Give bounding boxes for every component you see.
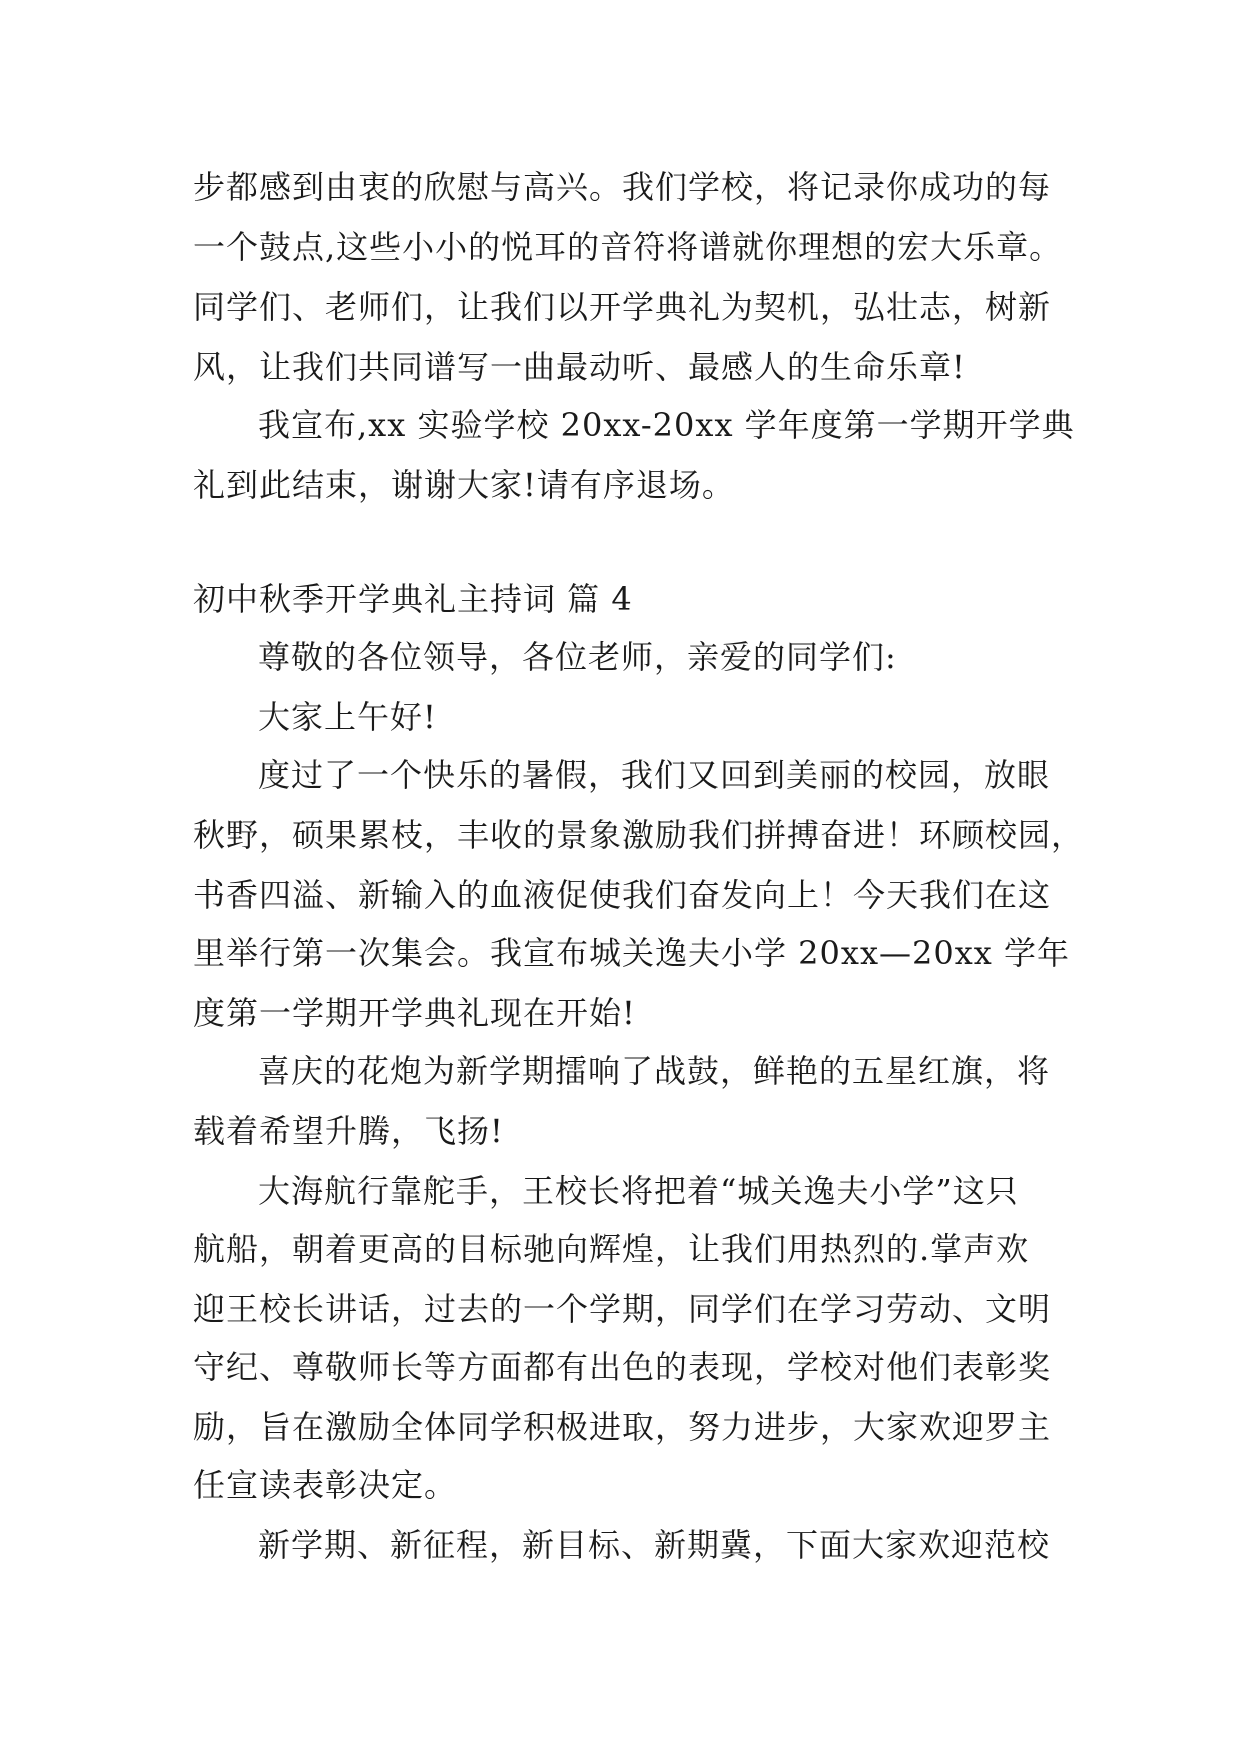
text-line: 载着希望升腾，飞扬! (193, 1112, 504, 1150)
text-line: 度第一学期开学典礼现在开始! (193, 994, 636, 1032)
text-line: 大家上午好! (258, 698, 437, 736)
text-line: 守纪、尊敬师长等方面都有出色的表现，学校对他们表彰奖 (193, 1348, 1052, 1386)
text-line: 新学期、新征程，新目标、新期冀，下面大家欢迎范校 (258, 1526, 1051, 1564)
text-line: 礼到此结束，谢谢大家!请有序退场。 (193, 466, 735, 504)
text-line: 迎王校长讲话，过去的一个学期，同学们在学习劳动、文明 (193, 1290, 1052, 1328)
text-line: 任宣读表彰决定。 (193, 1466, 458, 1504)
text-line: 我宣布,xx 实验学校 20xx-20xx 学年度第一学期开学典 (258, 406, 1075, 444)
text-line: 一个鼓点,这些小小的悦耳的音符将谱就你理想的宏大乐章。 (193, 228, 1063, 266)
text-line: 书香四溢、新输入的血液促使我们奋发向上！今天我们在这 (193, 876, 1052, 914)
text-line: 度过了一个快乐的暑假，我们又回到美丽的校园，放眼 (258, 756, 1051, 794)
text-line: 同学们、老师们，让我们以开学典礼为契机，弘壮志，树新 (193, 288, 1052, 326)
text-line: 喜庆的花炮为新学期擂响了战鼓，鲜艳的五星红旗，将 (258, 1052, 1051, 1090)
text-line: 风，让我们共同谱写一曲最动听、最感人的生命乐章! (193, 348, 966, 386)
text-line: 尊敬的各位领导，各位老师，亲爱的同学们: (258, 638, 897, 676)
text-line: 大海航行靠舵手，王校长将把着“城关逸夫小学”这只 (258, 1172, 1019, 1210)
text-line: 航船，朝着更高的目标驰向辉煌，让我们用热烈的.掌声欢 (193, 1230, 1030, 1268)
text-line: 步都感到由衷的欣慰与高兴。我们学校，将记录你成功的每 (193, 168, 1052, 206)
text-line: 秋野，硕果累枝，丰收的景象激励我们拼搏奋进！环顾校园， (193, 816, 1085, 854)
text-line: 里举行第一次集会。我宣布城关逸夫小学 20xx—20xx 学年 (193, 934, 1070, 972)
text-line: 励，旨在激励全体同学积极进取，努力进步，大家欢迎罗主 (193, 1408, 1052, 1446)
section-heading: 初中秋季开学典礼主持词 篇 4 (193, 580, 633, 618)
